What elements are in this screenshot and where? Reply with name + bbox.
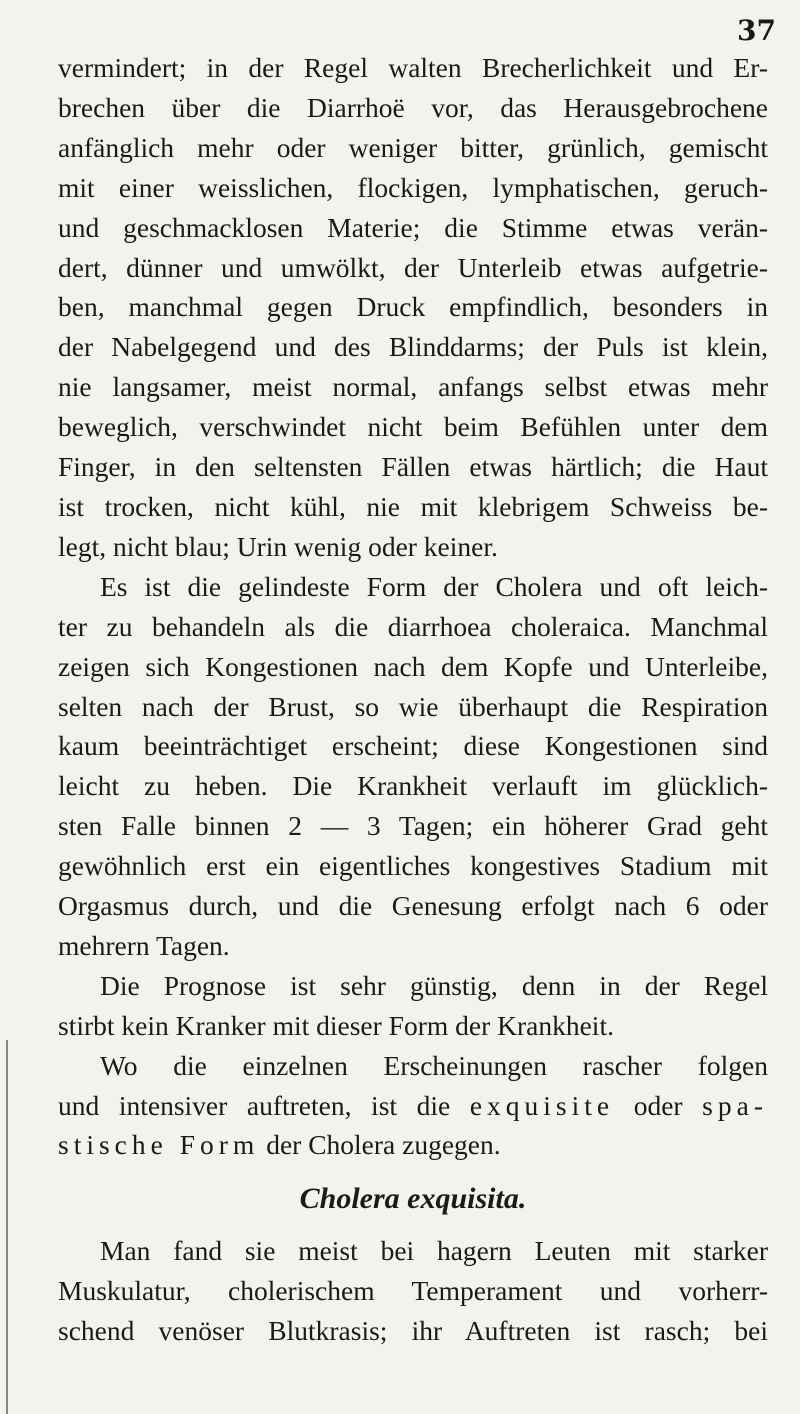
text-line: selten nach der Brust, so wie überhaupt die Respiration: [58, 690, 768, 722]
text-line: brechen über die Diarrhoë vor, das Herausgebrochene: [58, 91, 768, 123]
paragraph-2: [58, 567, 768, 966]
text-line: schend venöser Blutkrasis; ihr Auftreten ist rasch; bei: [58, 1315, 768, 1347]
emphasis-text: stische Form: [58, 1129, 260, 1161]
text-line: dert, dünner und umwölkt, der Unterleib etwas aufgetrie-: [58, 251, 768, 283]
text-line: Wo die einzelnen Erscheinungen rascher folgen: [100, 1049, 768, 1081]
text-line: zeigen sich Kongestionen nach dem Kopfe und Unterleibe,: [58, 650, 768, 682]
text-line: leicht zu heben. Die Krankheit verlauft im glücklich-: [58, 770, 768, 802]
text-line: sten Falle binnen 2 — 3 Tagen; ein höherer Grad geht: [58, 810, 768, 842]
text-segment: und intensiver auftreten, ist die: [58, 1089, 470, 1121]
text-line: ben, manchmal gegen Druck empfindlich, besonders in: [58, 291, 768, 323]
text-segment: der Cholera zugegen.: [259, 1129, 501, 1161]
text-body: [58, 48, 768, 1351]
text-line: legt, nicht blau; Urin wenig oder keiner.: [58, 530, 498, 562]
text-line: und geschmacklosen Materie; die Stimme etwas verän-: [58, 211, 768, 243]
text-line: Man fand sie meist bei hagern Leuten mit starker: [100, 1235, 768, 1267]
text-line: vermindert; in der Regel walten Brecherlichkeit und Er-: [58, 52, 768, 83]
paragraph-4: [58, 1046, 768, 1166]
text-line: Orgasmus durch, und die Genesung erfolgt nach 6 oder: [58, 890, 768, 922]
text-line: ter zu behandeln als die diarrhoea choleraica. Manchmal: [58, 610, 768, 642]
text-line: nie langsamer, meist normal, anfangs selbst etwas mehr: [58, 371, 768, 403]
section-heading: Cholera exquisita.: [299, 1182, 527, 1216]
text-line: Die Prognose ist sehr günstig, denn in der Regel: [100, 969, 768, 1001]
text-line: gewöhnlich erst ein eigentliches kongestives Stadium mit: [58, 850, 768, 882]
text-line: Es ist die gelindeste Form der Cholera und oft leich-: [100, 570, 768, 602]
emphasis-text: spa-: [702, 1089, 768, 1121]
text-line: stirbt kein Kranker mit dieser Form der Krankheit.: [58, 1009, 614, 1041]
paragraph-5: [58, 1231, 768, 1351]
text-line: [58, 1086, 768, 1126]
text-line: mehrern Tagen.: [58, 929, 230, 961]
binding-edge: [6, 1040, 8, 1414]
emphasis-text: exquisite: [469, 1089, 615, 1121]
text-line: Finger, in den seltensten Fällen etwas härtlich; die Haut: [58, 451, 768, 483]
text-line: Muskulatur, cholerischem Temperament und vorherr-: [58, 1275, 768, 1307]
text-line: mit einer weisslichen, flockigen, lymphatischen, geruch-: [58, 171, 768, 203]
text-line: beweglich, verschwindet nicht beim Befühlen unter dem: [58, 411, 768, 443]
text-line: kaum beeinträchtiget erscheint; diese Kongestionen sind: [58, 730, 768, 762]
paragraph-3: [58, 966, 768, 1046]
text-line: der Nabelgegend und des Blinddarms; der Puls ist klein,: [58, 331, 768, 363]
paragraph-1: [58, 48, 768, 567]
text-line: [58, 1125, 768, 1165]
text-segment: oder: [614, 1089, 703, 1121]
text-line: anfänglich mehr oder weniger bitter, grünlich, gemischt: [58, 131, 768, 163]
text-line: ist trocken, nicht kühl, nie mit klebrigem Schweiss be-: [58, 490, 768, 522]
page-number: 37: [737, 14, 776, 47]
